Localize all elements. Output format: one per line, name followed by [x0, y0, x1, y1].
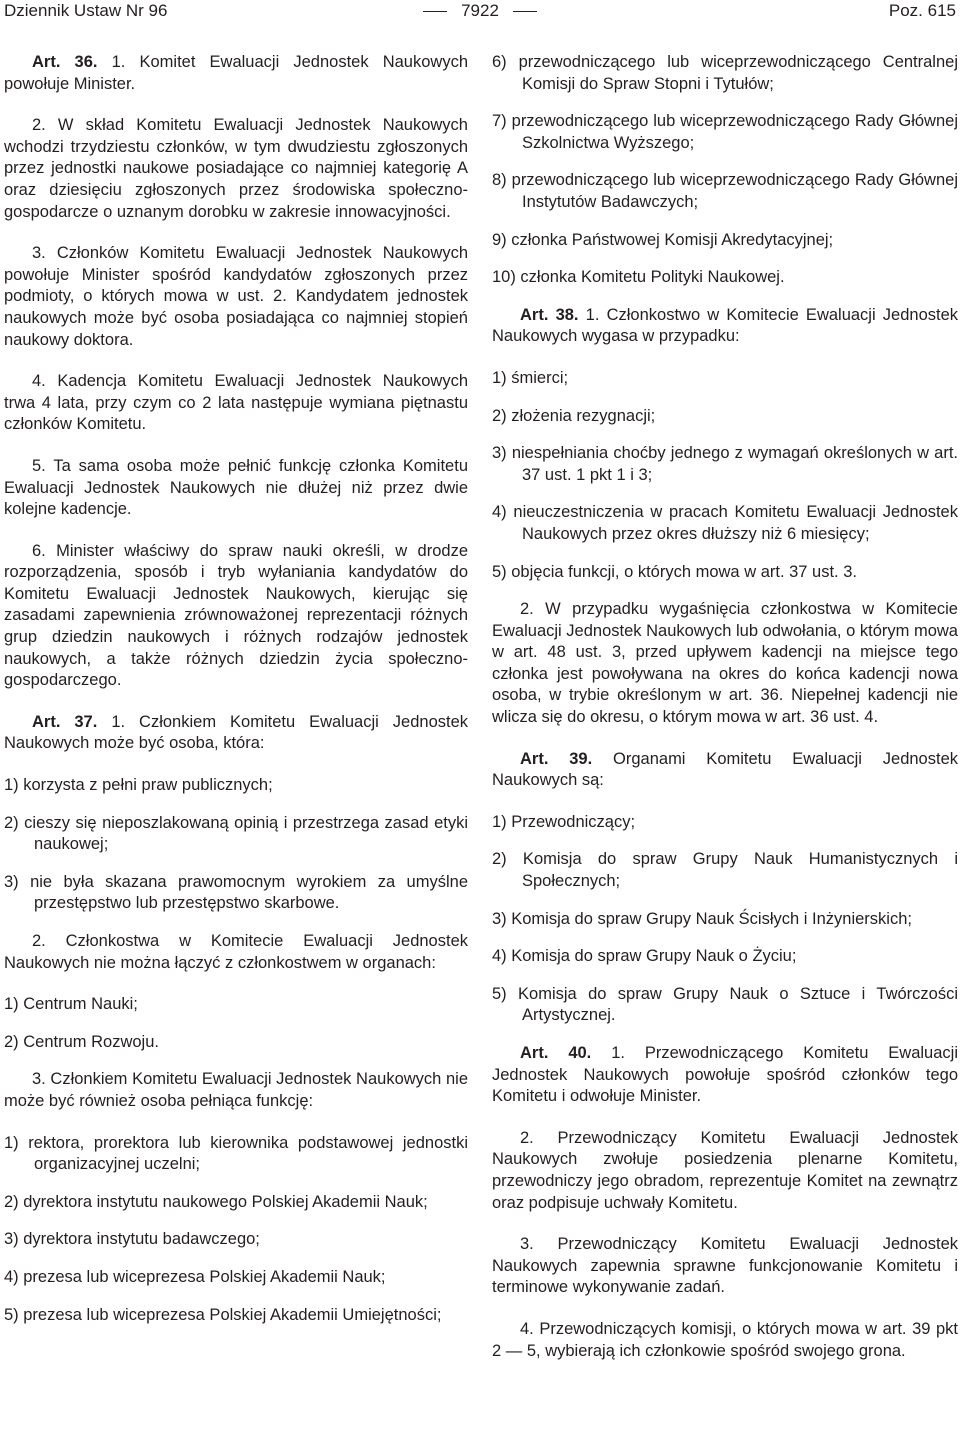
art36-para4: 4. Kadencja Komitetu Ewaluacji Jednostek Naukowych trwa 4 lata, przy czym co 2 lata następuje wymiana piętnastu członków Komitetu. [4, 372, 468, 434]
art39-heading: Art. 39. [520, 749, 593, 768]
list-item: 9) członka Państwowej Komisji Akredytacyjnej; [492, 230, 834, 249]
list-item: 1) korzysta z pełni praw publicznych; [4, 776, 273, 795]
list-item: 10) członka Komitetu Polityki Naukowej. [492, 268, 785, 287]
list-item: 1) śmierci; [492, 368, 569, 387]
art36-para2: 2. W skład Komitetu Ewaluacji Jednostek Naukowych wchodzi trzydziestu członków, w tym dwudziestu zgłoszonych przez jednostki naukowe posiadające co najmniej kategorię A oraz dziesięciu zgłoszonych przez środowiska społeczno-gospodarcze o uznanym dorobku w zakresie innowacyjności. [4, 116, 468, 221]
list-item: 4) nieuczestniczenia w pracach Komitetu Ewaluacji Jednostek Naukowych przez okres dłuższy niż 6 miesięcy; [492, 503, 958, 543]
art39-list [492, 812, 958, 1027]
art36-para5: 5. Ta sama osoba może pełnić funkcję członka Komitetu Ewaluacji Jednostek Naukowych nie dłużej niż przez dwie kolejne kadencje. [4, 456, 468, 519]
art40-heading: Art. 40. [520, 1044, 592, 1062]
list-item: 7) przewodniczącego lub wiceprzewodniczącego Rady Głównej Szkolnictwa Wyższego; [492, 112, 958, 152]
list-item: 1) Przewodniczący; [492, 812, 636, 831]
position-number: Poz. 615 [888, 1, 956, 20]
art40-para1-text: 1. Przewodniczącego Komitetu Ewaluacji Jednostek Naukowych powołuje spośród członków tego Komitetu i odwołuje Minister. [492, 1044, 958, 1106]
art36-heading: Art. 36. [32, 53, 98, 71]
list-item: 5) prezesa lub wiceprezesa Polskiej Akademii Umiejętności; [4, 1305, 442, 1324]
list-item: 5) Komisja do spraw Grupy Nauk o Sztuce i Twórczości Artystycznej. [492, 984, 958, 1025]
art36-para1-text: 1. Komitet Ewaluacji Jednostek Naukowych powołuje Minister. [4, 53, 468, 93]
page-number-block [4, 0, 956, 22]
list-item: 2) cieszy się nieposzlakowaną opinią i przestrzega zasad etyki naukowej; [4, 813, 468, 854]
page-header [4, 0, 956, 24]
art37-heading: Art. 37. [32, 712, 98, 731]
list-item: 3) nie była skazana prawomocnym wyrokiem za umyślne przestępstwo lub przestępstwo skarbowe. [4, 872, 468, 913]
art38-heading: Art. 38. [520, 305, 579, 324]
art38-para2: 2. W przypadku wygaśnięcia członkostwa w Komitecie Ewaluacji Jednostek Naukowych lub odwołania, o którym mowa w art. 48 ust. 3, przed upływem kadencji na miejsce tego członka jest powoływana na okres do końca kadencji nowa osoba, w trybie określonym w art. 36. Niepełnej kadencji nie wlicza się do okresu, o którym mowa w art. 36 ust. 4. [492, 600, 958, 727]
art40-para1 [492, 1043, 958, 1108]
art37-para3: 3. Członkiem Komitetu Ewaluacji Jednostek Naukowych nie może być również osoba pełniąca funkcję: [4, 1070, 468, 1110]
list-item: 2) Komisja do spraw Grupy Nauk Humanistycznych i Społecznych; [492, 850, 958, 891]
list-item: 8) przewodniczącego lub wiceprzewodniczącego Rady Głównej Instytutów Badawczych; [492, 171, 958, 211]
list-item: 2) dyrektora instytutu naukowego Polskiej Akademii Nauk; [4, 1192, 428, 1211]
art37-para2-list [4, 994, 468, 1053]
art37-para1-list [4, 775, 468, 915]
art37-para1-text: 1. Członkiem Komitetu Ewaluacji Jednostek Naukowych może być osoba, która: [4, 712, 469, 753]
left-column [4, 52, 468, 1342]
right-column [492, 52, 958, 1382]
art37-para2: 2. Członkostwa w Komitecie Ewaluacji Jednostek Naukowych nie można łączyć z członkostwem w organach: [4, 932, 468, 972]
art36-para1 [4, 52, 468, 95]
art40-para4: 4. Przewodniczących komisji, o których mowa w art. 39 pkt 2 — 5, wybierają ich członkowie spośród swojego grona. [492, 1319, 958, 1360]
list-item: 2) Centrum Rozwoju. [4, 1032, 159, 1051]
list-item: 2) złożenia rezygnacji; [492, 406, 656, 425]
art39-para1 [492, 749, 958, 792]
art37-para3-list-continued [492, 52, 958, 289]
art39-para1-text: Organami Komitetu Ewaluacji Jednostek Naukowych są: [492, 749, 958, 790]
list-item: 3) dyrektora instytutu badawczego; [4, 1230, 260, 1249]
page-number: 7922 [461, 1, 499, 20]
list-item: 3) Komisja do spraw Grupy Nauk Ścisłych i Inżynierskich; [492, 909, 912, 928]
art37-para3-list [4, 1133, 468, 1327]
journal-title: Dziennik Ustaw Nr 96 [4, 1, 168, 20]
list-item: 1) rektora, prorektora lub kierownika podstawowej jednostki organizacyjnej uczelni; [4, 1133, 468, 1174]
list-item: 1) Centrum Nauki; [4, 995, 138, 1014]
dash-left [423, 11, 447, 12]
dash-right [513, 11, 537, 12]
list-item: 5) objęcia funkcji, o których mowa w art. 37 ust. 3. [492, 562, 857, 581]
list-item: 4) prezesa lub wiceprezesa Polskiej Akademii Nauk; [4, 1267, 386, 1286]
art38-para1-text: 1. Członkostwo w Komitecie Ewaluacji Jednostek Naukowych wygasa w przypadku: [492, 305, 959, 346]
art37-para1 [4, 712, 468, 755]
list-item: 4) Komisja do spraw Grupy Nauk o Życiu; [492, 947, 797, 966]
art36-para6: 6. Minister właściwy do spraw nauki określi, w drodze rozporządzenia, sposób i tryb wyłaniania kandydatów do Komitetu Ewaluacji Jednostek Naukowych, kierując się zasadami zapewnienia zrównoważonej reprezentacji różnych grup dziedzin naukowych i różnych rodzajów jednostek naukowych, a także różnych dziedzin życia społeczno-gospodarczego. [4, 541, 468, 690]
art36-para3: 3. Członków Komitetu Ewaluacji Jednostek Naukowych powołuje Minister spośród kandydatów zgłoszonych przez podmioty, o których mowa w ust. 2. Kandydatem jednostek naukowych może być osoba posiadająca co najmniej stopień naukowy doktora. [4, 244, 468, 349]
art40-para2: 2. Przewodniczący Komitetu Ewaluacji Jednostek Naukowych zwołuje posiedzenia plenarne Komitetu, przewodniczy jego obradom, reprezentuje Komitet na zewnątrz oraz podpisuje uchwały Komitetu. [492, 1128, 958, 1212]
list-item: 3) niespełniania choćby jednego z wymagań określonych w art. 37 ust. 1 pkt 1 i 3; [492, 444, 958, 484]
art38-para1-list [492, 368, 958, 583]
art38-para1 [492, 305, 958, 348]
list-item: 6) przewodniczącego lub wiceprzewodniczącego Centralnej Komisji do Spraw Stopni i Tytułów; [492, 53, 958, 93]
art40-para3: 3. Przewodniczący Komitetu Ewaluacji Jednostek Naukowych zapewnia sprawne funkcjonowanie Komitetu i terminowe wykonywanie zadań. [492, 1235, 958, 1297]
